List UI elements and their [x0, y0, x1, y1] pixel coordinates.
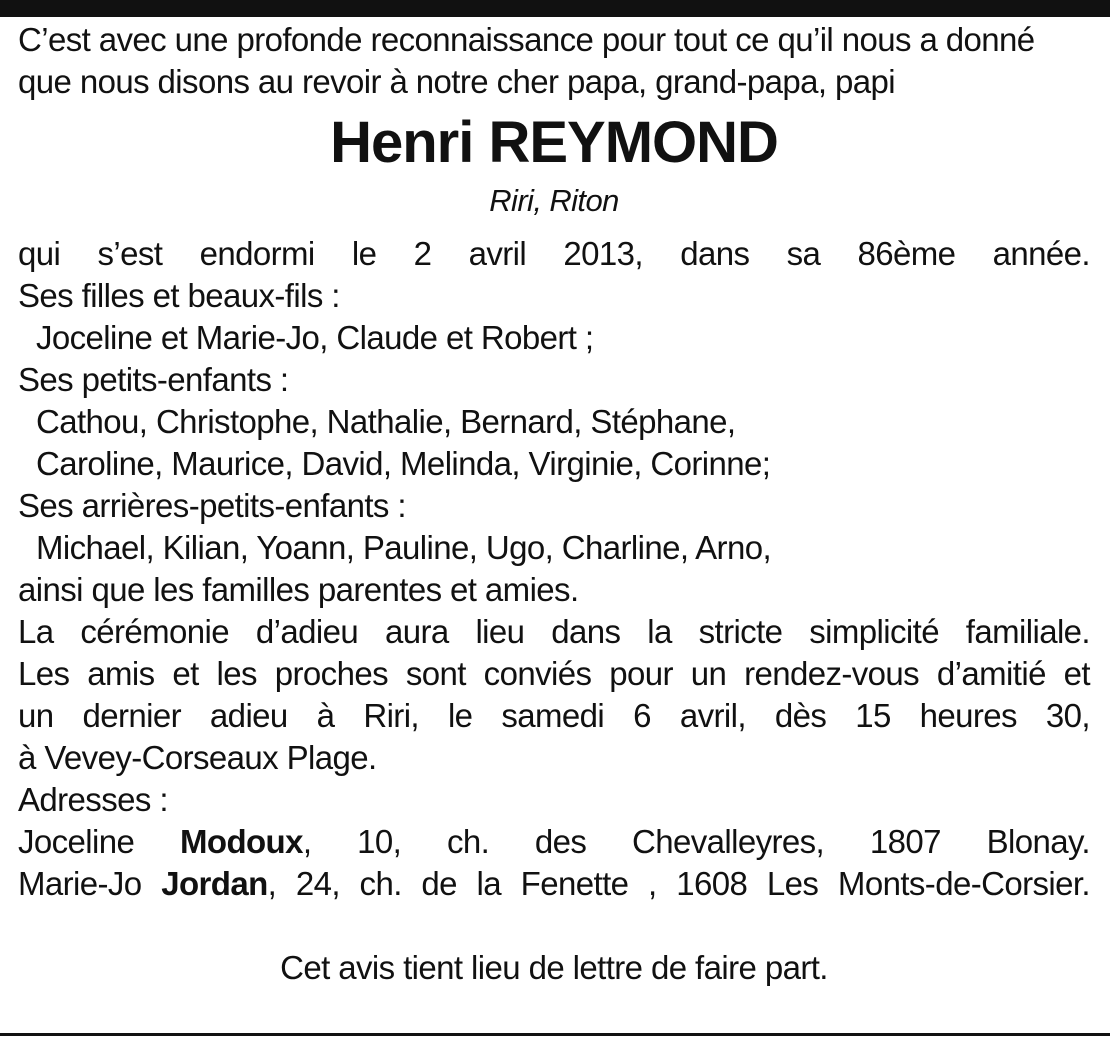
- address-entry-1: [18, 821, 1090, 863]
- obituary-notice: [18, 19, 1090, 989]
- address-last-name: Jordan: [161, 865, 268, 902]
- great-grandchildren-label: Ses arrières-petits-enfants :: [18, 487, 406, 524]
- ceremony-line-3: un dernier adieu à Riri, le samedi 6 avril, dès 15 heures 30,: [18, 697, 1090, 734]
- grandchildren-list-1: Cathou, Christophe, Nathalie, Bernard, Stéphane,: [36, 403, 736, 440]
- deceased-name: Henri REYMOND: [330, 110, 778, 175]
- ceremony-line-4: à Vevey-Corseaux Plage.: [18, 739, 377, 776]
- address-first-name: Marie-Jo: [18, 865, 142, 902]
- address-last-name: Modoux: [180, 823, 303, 860]
- grandchildren-label: Ses petits-enfants :: [18, 361, 289, 398]
- families-line: ainsi que les familles parentes et amies.: [18, 571, 579, 608]
- ceremony-line-1: La cérémonie d’adieu aura lieu dans la stricte simplicité familiale.: [18, 613, 1090, 650]
- daughters-list: Joceline et Marie-Jo, Claude et Robert ;: [36, 319, 594, 356]
- closing-line: Cet avis tient lieu de lettre de faire part.: [280, 949, 828, 986]
- deceased-nickname: Riri, Riton: [489, 183, 619, 218]
- bottom-border-rule: [0, 1033, 1110, 1036]
- passing-line: qui s’est endormi le 2 avril 2013, dans sa 86ème année.: [18, 235, 1090, 272]
- great-grandchildren-list: Michael, Kilian, Yoann, Pauline, Ugo, Charline, Arno,: [36, 529, 772, 566]
- address-street: , 24, ch. de la Fenette , 1608 Les Monts-de-Corsier.: [267, 865, 1090, 902]
- grandchildren-list-2: Caroline, Maurice, David, Melinda, Virginie, Corinne;: [36, 445, 771, 482]
- intro-line-1: C’est avec une profonde reconnaissance pour tout ce qu’il nous a donné: [18, 21, 1035, 58]
- address-first-name: Joceline: [18, 823, 135, 860]
- daughters-label: Ses filles et beaux-fils :: [18, 277, 340, 314]
- top-border-rule: [0, 0, 1110, 17]
- addresses-label: Adresses :: [18, 781, 168, 818]
- ceremony-line-2: Les amis et les proches sont conviés pour un rendez-vous d’amitié et: [18, 655, 1090, 692]
- intro-line-2: que nous disons au revoir à notre cher papa, grand-papa, papi: [18, 63, 896, 100]
- address-entry-2: [18, 863, 1090, 905]
- address-street: , 10, ch. des Chevalleyres, 1807 Blonay.: [302, 823, 1090, 860]
